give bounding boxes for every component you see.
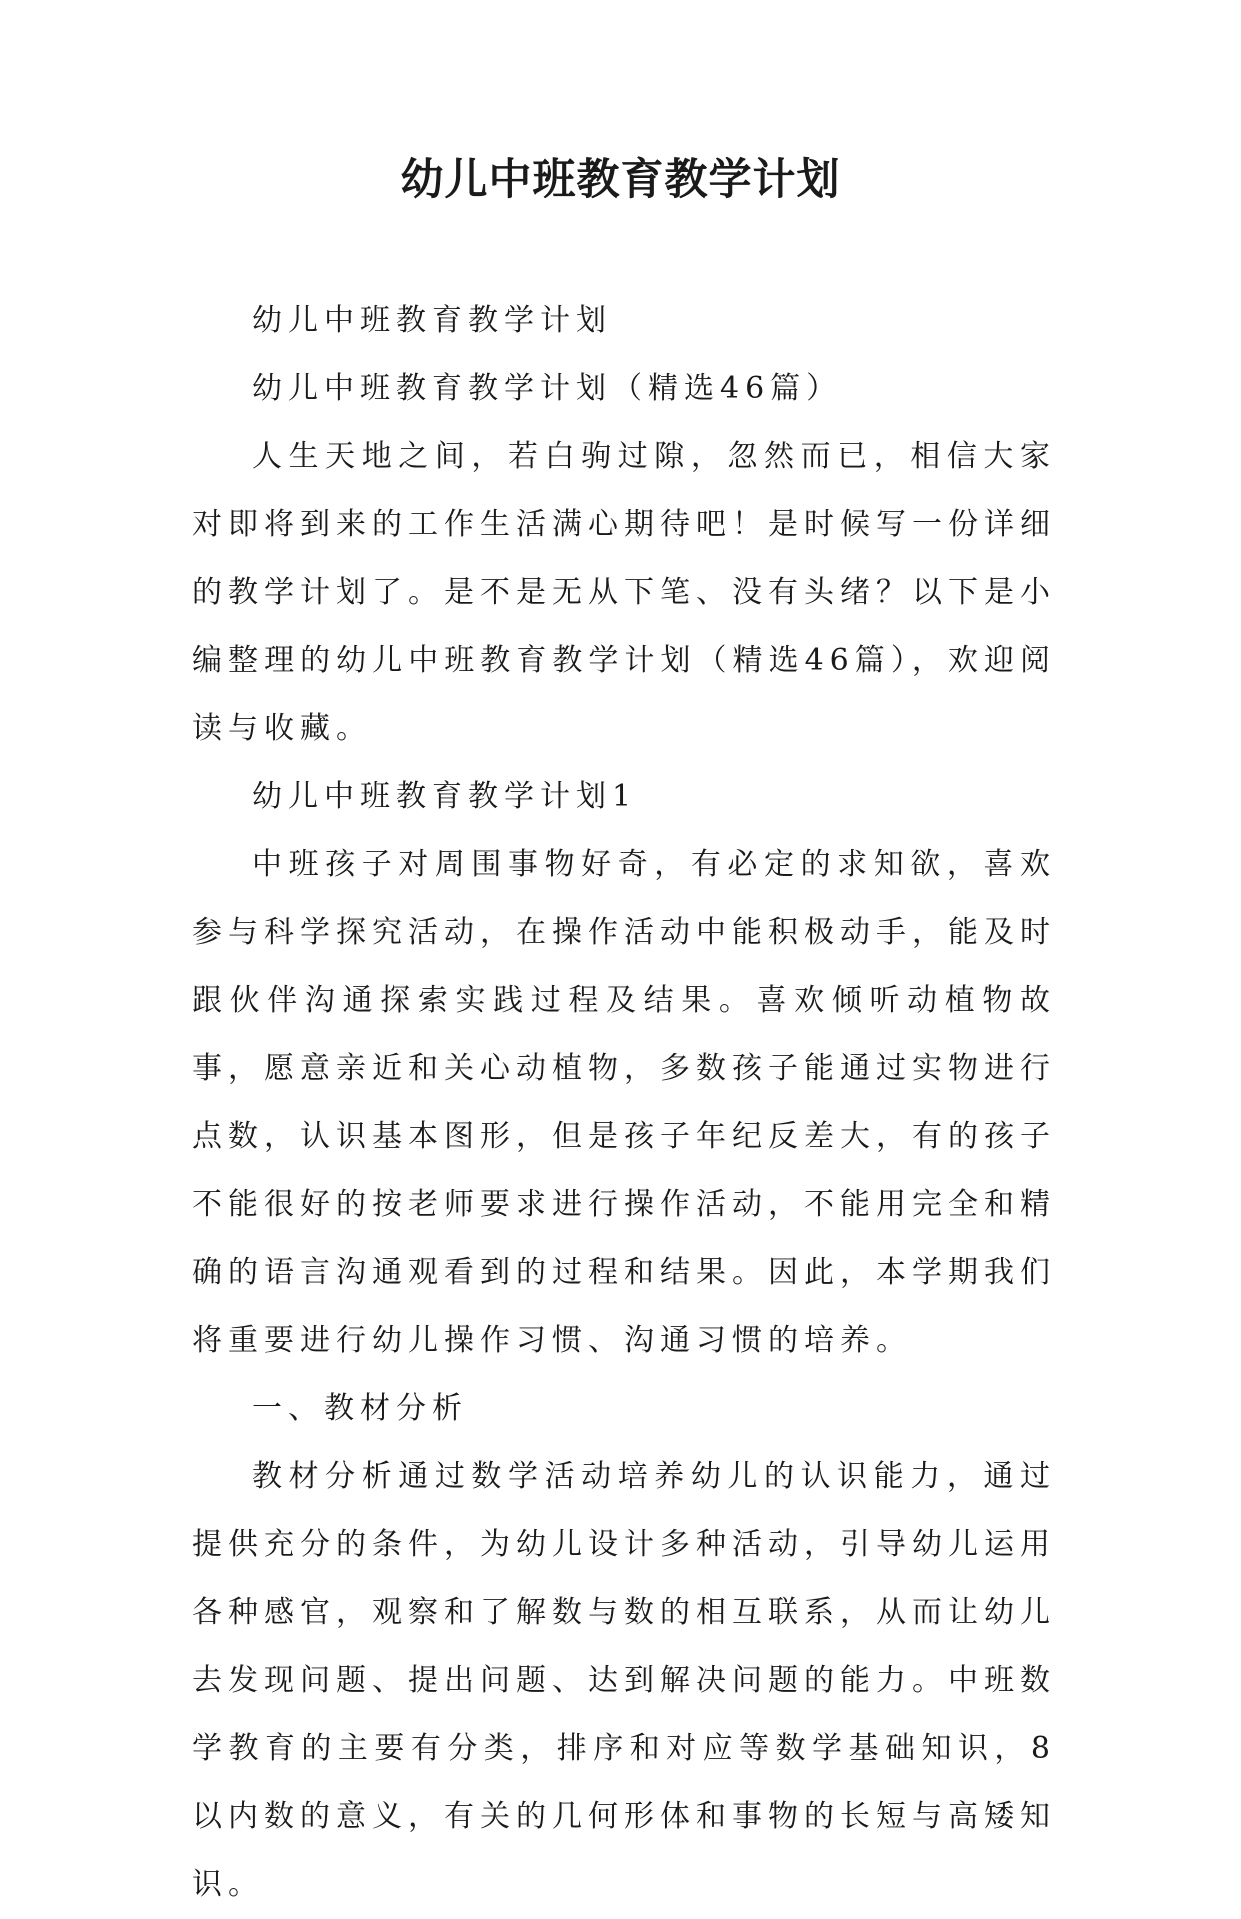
section-heading-material-analysis: 一、教材分析 xyxy=(252,1391,468,1426)
paragraph-intro: 人生天地之间，若白驹过隙，忽然而已，相信大家对即将到来的工作生活满心期待吧！是时候写一份详细的教学计划了。是不是无从下笔、没有头绪？以下是小编整理的幼儿中班教育教学计划（精选46篇），欢迎阅读与收藏。 xyxy=(192,439,1056,746)
paragraph-class-analysis: 中班孩子对周围事物好奇，有必定的求知欲，喜欢参与科学探究活动，在操作活动中能积极动手，能及时跟伙伴沟通探索实践过程及结果。喜欢倾听动植物故事，愿意亲近和关心动植物，多数孩子能通过实物进行点数，认识基本图形，但是孩子年纪反差大，有的孩子不能很好的按老师要求进行操作活动，不能用完全和精确的语言沟通观看到的过程和结果。因此，本学期我们将重要进行幼儿操作习惯、沟通习惯的培养。 xyxy=(192,847,1056,1358)
paragraph-material-analysis: 教材分析通过数学活动培养幼儿的认识能力，通过提供充分的条件，为幼儿设计多种活动，引导幼儿运用各种感官，观察和了解数与数的相互联系，从而让幼儿去发现问题、提出问题、达到解决问题的能力。中班数学教育的主要有分类，排序和对应等数学基础知识，8以内数的意义，有关的几何形体和事物的长短与高矮知识。 xyxy=(192,1459,1056,1902)
document-title: 幼儿中班教育教学计划 xyxy=(400,155,841,205)
document-body xyxy=(192,287,1056,1919)
paragraph-subtitle: 幼儿中班教育教学计划（精选46篇） xyxy=(252,371,843,406)
section-heading-plan-1: 幼儿中班教育教学计划1 xyxy=(252,779,638,814)
paragraph-heading: 幼儿中班教育教学计划 xyxy=(252,303,612,338)
